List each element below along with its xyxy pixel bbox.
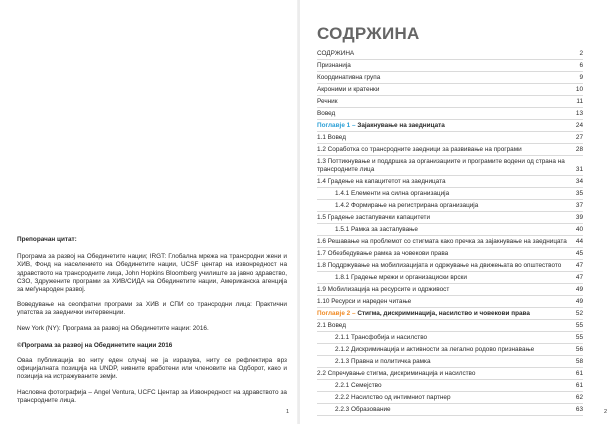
toc-page-number: 49: [575, 285, 583, 293]
toc-entry-text: 1.5 Градење застапувачки капацитети: [317, 213, 431, 221]
toc-entry[interactable]: [317, 332, 583, 344]
toc-entry[interactable]: [317, 236, 583, 248]
toc-page-number: 63: [575, 405, 583, 413]
toc-entry[interactable]: [317, 48, 583, 60]
toc-page-number: 49: [575, 297, 583, 305]
toc-entry[interactable]: [317, 176, 583, 188]
toc-page-number: 47: [575, 261, 583, 269]
toc-entry[interactable]: [317, 272, 583, 284]
toc-entry-text: 2.2.2 Насилство од интимниот партнер: [335, 393, 451, 401]
toc-entry[interactable]: [317, 308, 583, 320]
toc-entry-text: 1.8 Поддржување на мобилизацијата и одржување на движењата во општеството: [317, 261, 562, 269]
toc-page-number: 37: [575, 201, 583, 209]
toc-entry[interactable]: [317, 72, 583, 84]
toc-entry[interactable]: [317, 96, 583, 108]
photo-credit: Насловна фотографија – Angel Ventura, UCFC Центар за Извонредност на здравството за трансродните лица.: [17, 388, 287, 404]
toc-page-number: 34: [575, 177, 583, 185]
toc-page-number: 6: [579, 61, 583, 69]
toc-entry-text: Речник: [317, 97, 338, 105]
toc-entry-text: 2.2.3 Образование: [335, 405, 391, 413]
disclaimer-text: Оваа публикација во ниту еден случај не ја изразува, ниту се рефлектира врз официјалната позиција на UNDP, нивните вработени или членовите на Одборот, како и позиција на истражуваните земји.: [17, 357, 287, 381]
toc-entry[interactable]: [317, 320, 583, 332]
toc-page-number: 55: [575, 321, 583, 329]
toc-entry-text: 1.6 Решавање на проблемот со стигмата како пречка за зајакнување на заедницата: [317, 237, 567, 245]
toc-entry-text: 1.2 Соработка со трансродните заедници за развивање на програми: [317, 145, 522, 153]
toc-page-number: 10: [575, 85, 583, 93]
toc-entry[interactable]: [317, 296, 583, 308]
toc-chapter-number: Поглавје 2 –: [317, 309, 358, 317]
recommended-citation-label: Препорачан цитат:: [17, 236, 77, 243]
toc-page-number: 27: [575, 133, 583, 141]
toc-entry-text: Координативна група: [317, 73, 381, 81]
toc-page-number: 9: [579, 73, 583, 81]
toc-entry[interactable]: [317, 404, 583, 416]
toc-entry[interactable]: [317, 260, 583, 272]
toc-entry[interactable]: [317, 84, 583, 96]
toc-entry[interactable]: [317, 224, 583, 236]
toc-entry-text: Акроними и кратенки: [317, 85, 380, 93]
toc-entry[interactable]: [317, 144, 583, 156]
toc-page-number: 24: [575, 121, 583, 129]
toc-entry-text: 2.1.3 Правна и политичка рамка: [335, 357, 431, 365]
toc-page-number: 11: [576, 97, 583, 105]
citation-paragraph-3: New York (NY): Програма за развој на Обединетите нации: 2016.: [17, 324, 209, 332]
page-number-right: 2: [604, 409, 607, 415]
toc-entry[interactable]: [317, 368, 583, 380]
toc-page-number: 58: [575, 357, 583, 365]
toc-entry[interactable]: [317, 120, 583, 132]
citation-block: [17, 236, 287, 405]
toc-entry-text: 1.8.1 Градење мрежи и организациски врски: [335, 273, 467, 281]
toc-entry-text: 1.3 Поттикнување и поддршка за организациите и програмите водени од страна на трансродните лица: [317, 157, 565, 173]
toc-entry-text: 2.2.1 Семејство: [335, 381, 382, 389]
toc-entry[interactable]: [317, 380, 583, 392]
toc-chapter-number: Поглавје 1 –: [317, 121, 358, 129]
toc-entry[interactable]: [317, 356, 583, 368]
toc-page-number: 47: [575, 273, 583, 281]
toc-entry-text: 1.5.1 Рамка за застапување: [335, 225, 418, 233]
toc-page-number: 28: [575, 145, 583, 153]
toc-entry-text: 2.2 Спречување стигма, дискриминација и насилство: [317, 369, 476, 377]
toc-entry-text: 1.1 Вовед: [317, 133, 346, 141]
toc-entry-text: 1.10 Ресурси и нареден читање: [317, 297, 412, 305]
toc-page-number: 45: [575, 249, 583, 257]
toc-entry-text: 2.1 Вовед: [317, 321, 346, 329]
toc-page-number: 56: [575, 345, 583, 353]
citation-paragraph-2: Воведување на сеопфатни програми за ХИВ и СПИ со трансродни лица: Практични упатства за заеднички интервенции.: [17, 301, 287, 317]
toc-entry-text: Вовед: [317, 109, 336, 117]
toc-page-number: 44: [575, 237, 583, 245]
toc-entry[interactable]: [317, 156, 583, 176]
copyright-line: ©Програма за развој на Обединетите нации 2016: [17, 341, 173, 349]
toc-entry-text: 1.7 Обезбедување рамка за човекови права: [317, 249, 449, 257]
toc-entry-text: 1.4.1 Елементи на силна организација: [335, 189, 450, 197]
left-page: [0, 0, 298, 424]
toc-entry-text: 2.1.2 Дискриминација и активности за легално родово признавање: [335, 345, 535, 353]
toc-entry[interactable]: [317, 132, 583, 144]
toc-entry[interactable]: [317, 344, 583, 356]
table-of-contents: [317, 48, 583, 416]
toc-page-number: 35: [575, 189, 583, 197]
citation-paragraph-1: Програма за развој на Обединетите нации; IRGT: Глобална мрежа на трансродни жени и ХИВ, Фонд на населението на Обединетите нации, UCSF центар на извонредност на здравството на трансродните лица, John Hopkins Bloomberg училиште за јавно здравство, СЗО, Здружените програми за ХИВ/СИДА на Обединетите нации, Американска агенција за меѓународен развој.: [17, 253, 287, 294]
toc-entry-text: Признанија: [317, 61, 351, 69]
toc-entry-text: 1.4 Градење на капацитетот на заедницата: [317, 177, 446, 185]
toc-entry-text: 1.4.2 Формирање на регистрирана организација: [335, 201, 479, 209]
toc-page-number: 62: [575, 393, 583, 401]
toc-page-number: 2: [579, 49, 583, 57]
toc-page-number: 61: [575, 369, 583, 377]
toc-entry[interactable]: [317, 200, 583, 212]
toc-page-number: 52: [575, 309, 583, 317]
toc-entry[interactable]: [317, 188, 583, 200]
toc-entry-text: 2.1.1 Трансфобија и насилство: [335, 333, 428, 341]
toc-entry[interactable]: [317, 392, 583, 404]
toc-entry[interactable]: [317, 284, 583, 296]
toc-entry[interactable]: [317, 60, 583, 72]
toc-chapter-title: Стигма, дискриминација, насилство и човекови права: [357, 309, 530, 317]
toc-page-number: 61: [575, 381, 583, 389]
toc-chapter-title: Зајакнување на заедницата: [357, 121, 445, 129]
toc-page-number: 31: [575, 165, 583, 173]
toc-entry[interactable]: [317, 248, 583, 260]
toc-entry[interactable]: [317, 212, 583, 224]
toc-page-number: 13: [575, 109, 583, 117]
toc-page-number: 55: [575, 333, 583, 341]
page-number-left: 1: [286, 409, 290, 415]
toc-title: СОДРЖИНА: [317, 24, 420, 43]
toc-entry-text: СОДРЖИНА: [317, 49, 355, 57]
toc-entry-text: 1.9 Мобилизација на ресурсите и одрживост: [317, 285, 450, 293]
toc-entry[interactable]: [317, 108, 583, 120]
toc-page-number: 40: [575, 225, 583, 233]
toc-page-number: 39: [575, 213, 583, 221]
